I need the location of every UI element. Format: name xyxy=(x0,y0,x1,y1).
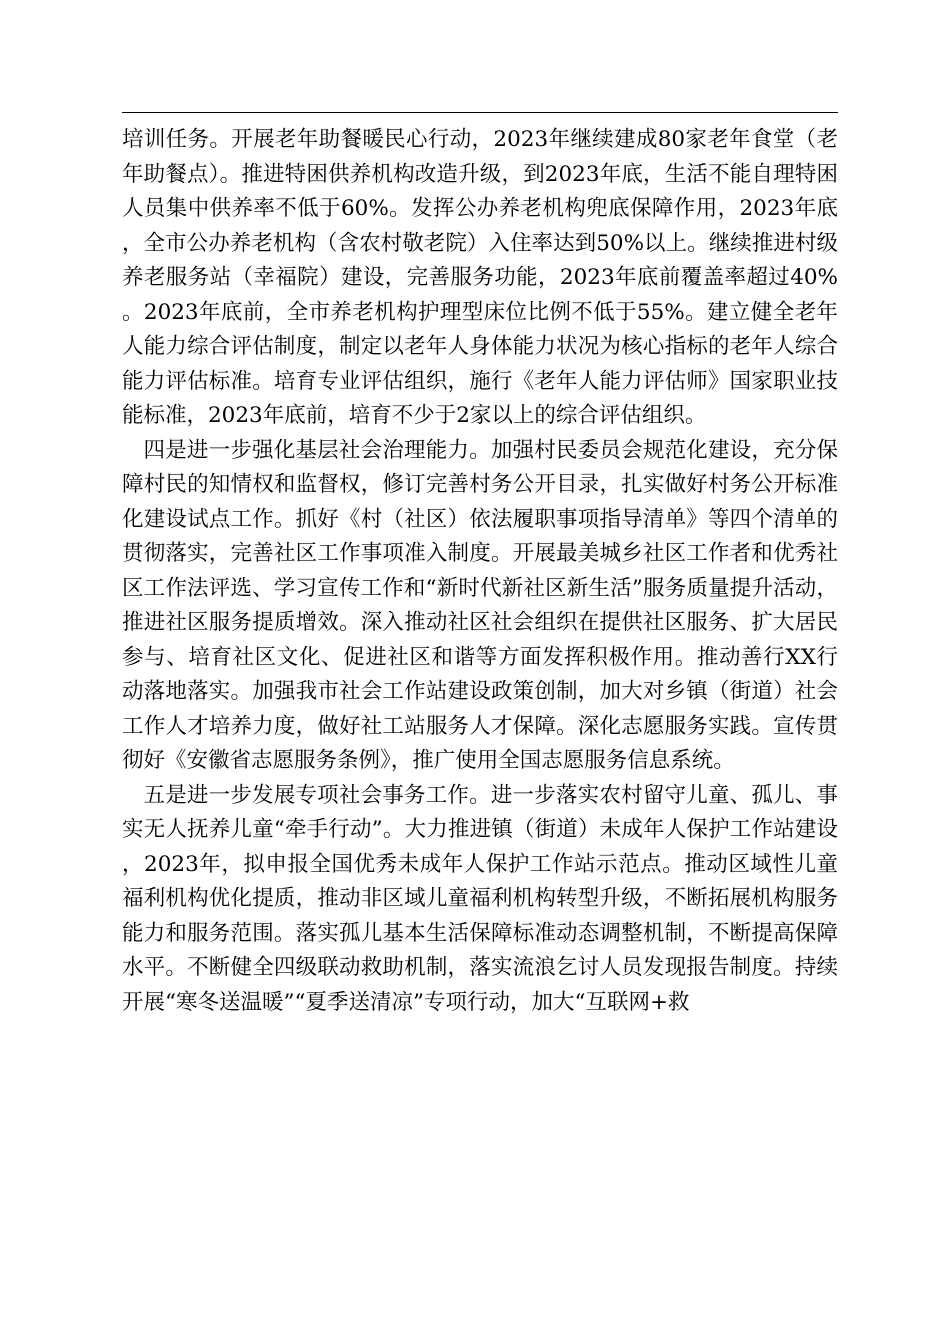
header-rule xyxy=(122,112,838,113)
paragraph-grassroots-governance: 四是进一步强化基层社会治理能力。加强村民委员会规范化建设，充分保障村民的知情权和监督权，修订完善村务公开目录，扎实做好村务公开标准化建设试点工作。抓好《村（社区）依法履职事项指导清单》等四个清单的贯彻落实，完善社区工作事项准入制度。开展最美城乡社区工作者和优秀社区工作法评选、学习宣传工作和“新时代新社区新生活”服务质量提升活动，推进社区服务提质增效。深入推动社区社会组织在提供社区服务、扩大居民参与、培育社区文化、促进社区和谐等方面发挥积极作用。推动善行XX行动落地落实。加强我市社会工作站建设政策创制，加大对乡镇（街道）社会工作人才培养力度，做好社工站服务人才保障。深化志愿服务实践。宣传贯彻好《安徽省志愿服务条例》，推广使用全国志愿服务信息系统。 xyxy=(122,437,838,773)
paragraph-social-affairs: 五是进一步发展专项社会事务工作。进一步落实农村留守儿童、孤儿、事实无人抚养儿童“牵手行动”。大力推进镇（街道）未成年人保护工作站建设，2023年，拟申报全国优秀未成年人保护工作站示范点。推动区域性儿童福利机构优化提质，推动非区域儿童福利机构转型升级，不断拓展机构服务能力和服务范围。落实孤儿基本生活保障标准动态调整机制，不断提高保障水平。不断健全四级联动救助机制，落实流浪乞讨人员发现报告制度。持续开展“寒冬送温暖”“夏季送清凉”专项行动，加大“互联网+救 xyxy=(122,782,838,1015)
paragraph-elderly-services: 培训任务。开展老年助餐暖民心行动，2023年继续建成80家老年食堂（老年助餐点）。推进特困供养机构改造升级，到2023年底，生活不能自理特困人员集中供养率不低于60%。发挥公办养老机构兜底保障作用，2023年底，全市公办养老机构（含农村敬老院）入住率达到50%以上。继续推进村级养老服务站（幸福院）建设，完善服务功能，2023年底前覆盖率超过40%。2023年底前，全市养老机构护理型床位比例不低于55%。建立健全老年人能力综合评估制度，制定以老年人身体能力状况为核心指标的老年人综合能力评估标准。培育专业评估组织，施行《老年人能力评估师》国家职业技能标准，2023年底前，培育不少于2家以上的综合评估组织。 xyxy=(122,127,838,428)
body-text xyxy=(122,123,838,1020)
